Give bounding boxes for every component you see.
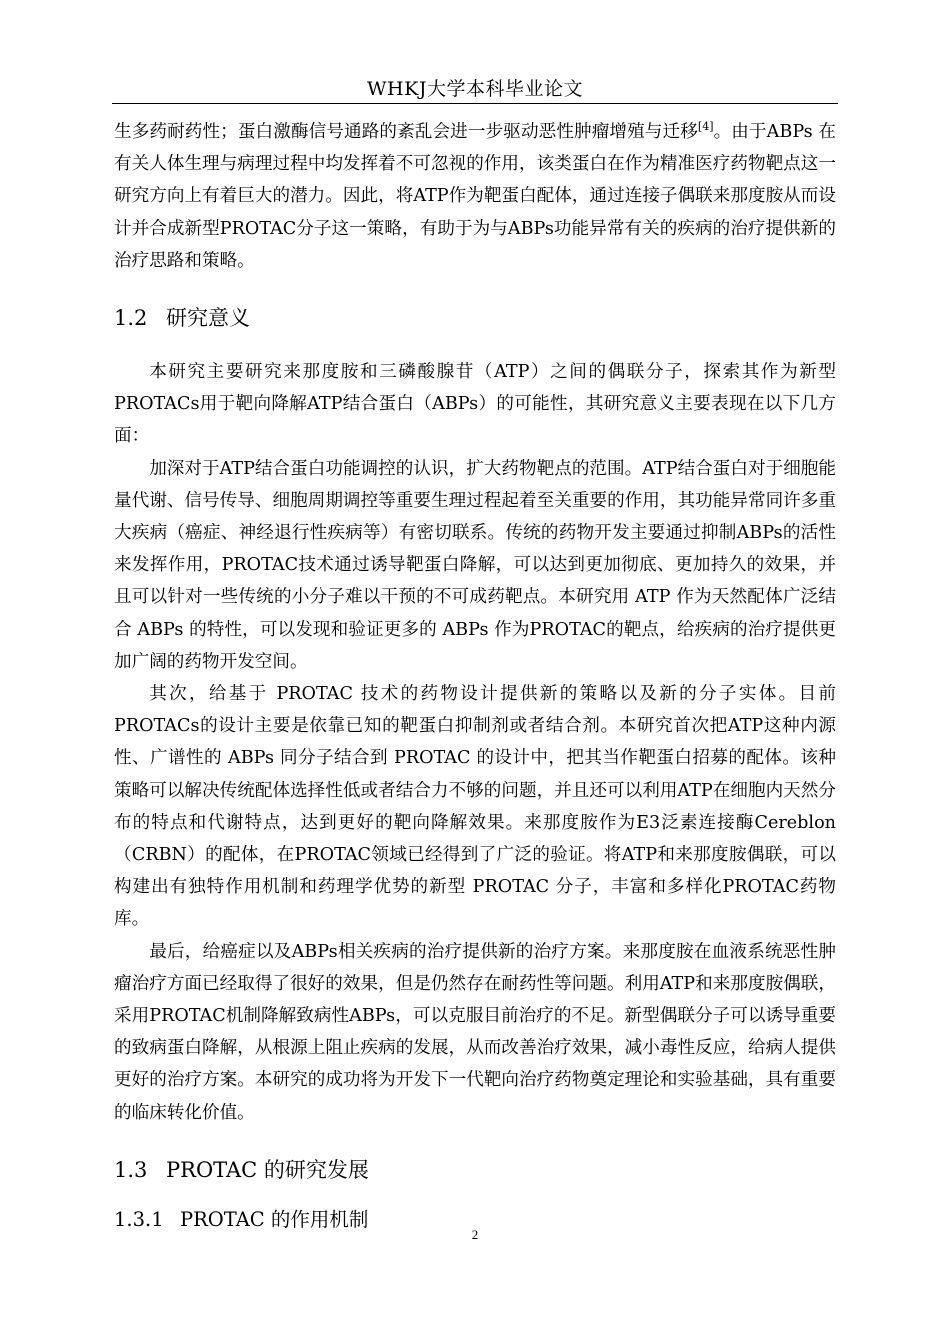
intro-paragraph xyxy=(114,116,836,277)
page-number: 2 xyxy=(471,1227,479,1242)
running-header: WHKJ大学本科毕业论文 xyxy=(367,78,583,100)
heading-1-3 xyxy=(114,1155,836,1185)
intro-text-after: 。由于ABPs 在有关人体生理与病理过程中均发挥着不可忽视的作用，该类蛋白在作为精准医疗药物靶点这一研究方向上有着巨大的潜力。因此，将ATP作为靶蛋白配体，通过连接子偶联来那度胺从而设计并合成新型PROTAC分子这一策略，有助于为与ABPs功能异常有关的疾病的治疗提供新的治疗思路和策略。 xyxy=(114,122,836,271)
paragraph-2: 加深对于ATP结合蛋白功能调控的认识，扩大药物靶点的范围。ATP结合蛋白对于细胞能量代谢、信号传导、细胞周期调控等重要生理过程起着至关重要的作用，其功能异常同许多重大疾病（癌症、神经退行性疾病等）有密切联系。传统的药物开发主要通过抑制ABPs的活性来发挥作用，PROTAC技术通过诱导靶蛋白降解，可以达到更加彻底、更加持久的效果，并且可以针对一些传统的小分子难以干预的不可成药靶点。本研究用 ATP 作为天然配体广泛结合 ABPs 的特性，可以发现和验证更多的 ABPs 作为PROTAC的靶点，给疾病的治疗提供更加广阔的药物开发空间。 xyxy=(114,458,836,672)
heading-title: 研究意义 xyxy=(166,306,250,331)
heading-1-2 xyxy=(114,303,836,333)
citation: [4] xyxy=(697,120,714,134)
heading-title: PROTAC 的研究发展 xyxy=(166,1157,369,1182)
heading-number: 1.3.1 xyxy=(114,1207,164,1231)
heading-number: 1.3 xyxy=(114,1157,148,1182)
paragraph-4: 最后，给癌症以及ABPs相关疾病的治疗提供新的治疗方案。来那度胺在血液系统恶性肿瘤治疗方面已经取得了很好的效果，但是仍然存在耐药性等问题。利用ATP和来那度胺偶联，采用PROTAC机制降解致病性ABPs，可以克服目前治疗的不足。新型偶联分子可以诱导重要的致病蛋白降解，从根源上阻止疾病的发展，从而改善治疗效果，减小毒性反应，给病人提供更好的治疗方案。本研究的成功将为开发下一代靶向治疗药物奠定理论和实验基础，具有重要的临床转化价值。 xyxy=(114,941,836,1123)
header-rule xyxy=(112,103,838,104)
heading-title: PROTAC 的作用机制 xyxy=(180,1207,369,1231)
paragraph-1: 本研究主要研究来那度胺和三磷酸腺苷（ATP）之间的偶联分子，探索其作为新型PROTACs用于靶向降解ATP结合蛋白（ABPs）的可能性，其研究意义主要表现在以下几方面： xyxy=(114,362,836,447)
paragraph-3: 其次，给基于 PROTAC 技术的药物设计提供新的策略以及新的分子实体。目前PROTACs的设计主要是依靠已知的靶蛋白抑制剂或者结合剂。本研究首次把ATP这种内源性、广谱性的 ABPs 同分子结合到 PROTAC 的设计中，把其当作靶蛋白招募的配体。该种策略可以解决传统配体选择性低或者结合力不够的问题，并且还可以利用ATP在细胞内天然分布的特点和代谢特点，达到更好的靶向降解效果。来那度胺作为E3泛素连接酶Cereblon（CRBN）的配体，在PROTAC领域已经得到了广泛的验证。将ATP和来那度胺偶联，可以构建出有独特作用机制和药理学优势的新型 PROTAC 分子，丰富和多样化PROTAC药物库。 xyxy=(114,684,836,930)
intro-text: 生多药耐药性；蛋白激酶信号通路的紊乱会进一步驱动恶性肿瘤增殖与迁移 xyxy=(114,122,698,142)
page-body xyxy=(114,116,836,1235)
heading-number: 1.2 xyxy=(114,306,148,331)
